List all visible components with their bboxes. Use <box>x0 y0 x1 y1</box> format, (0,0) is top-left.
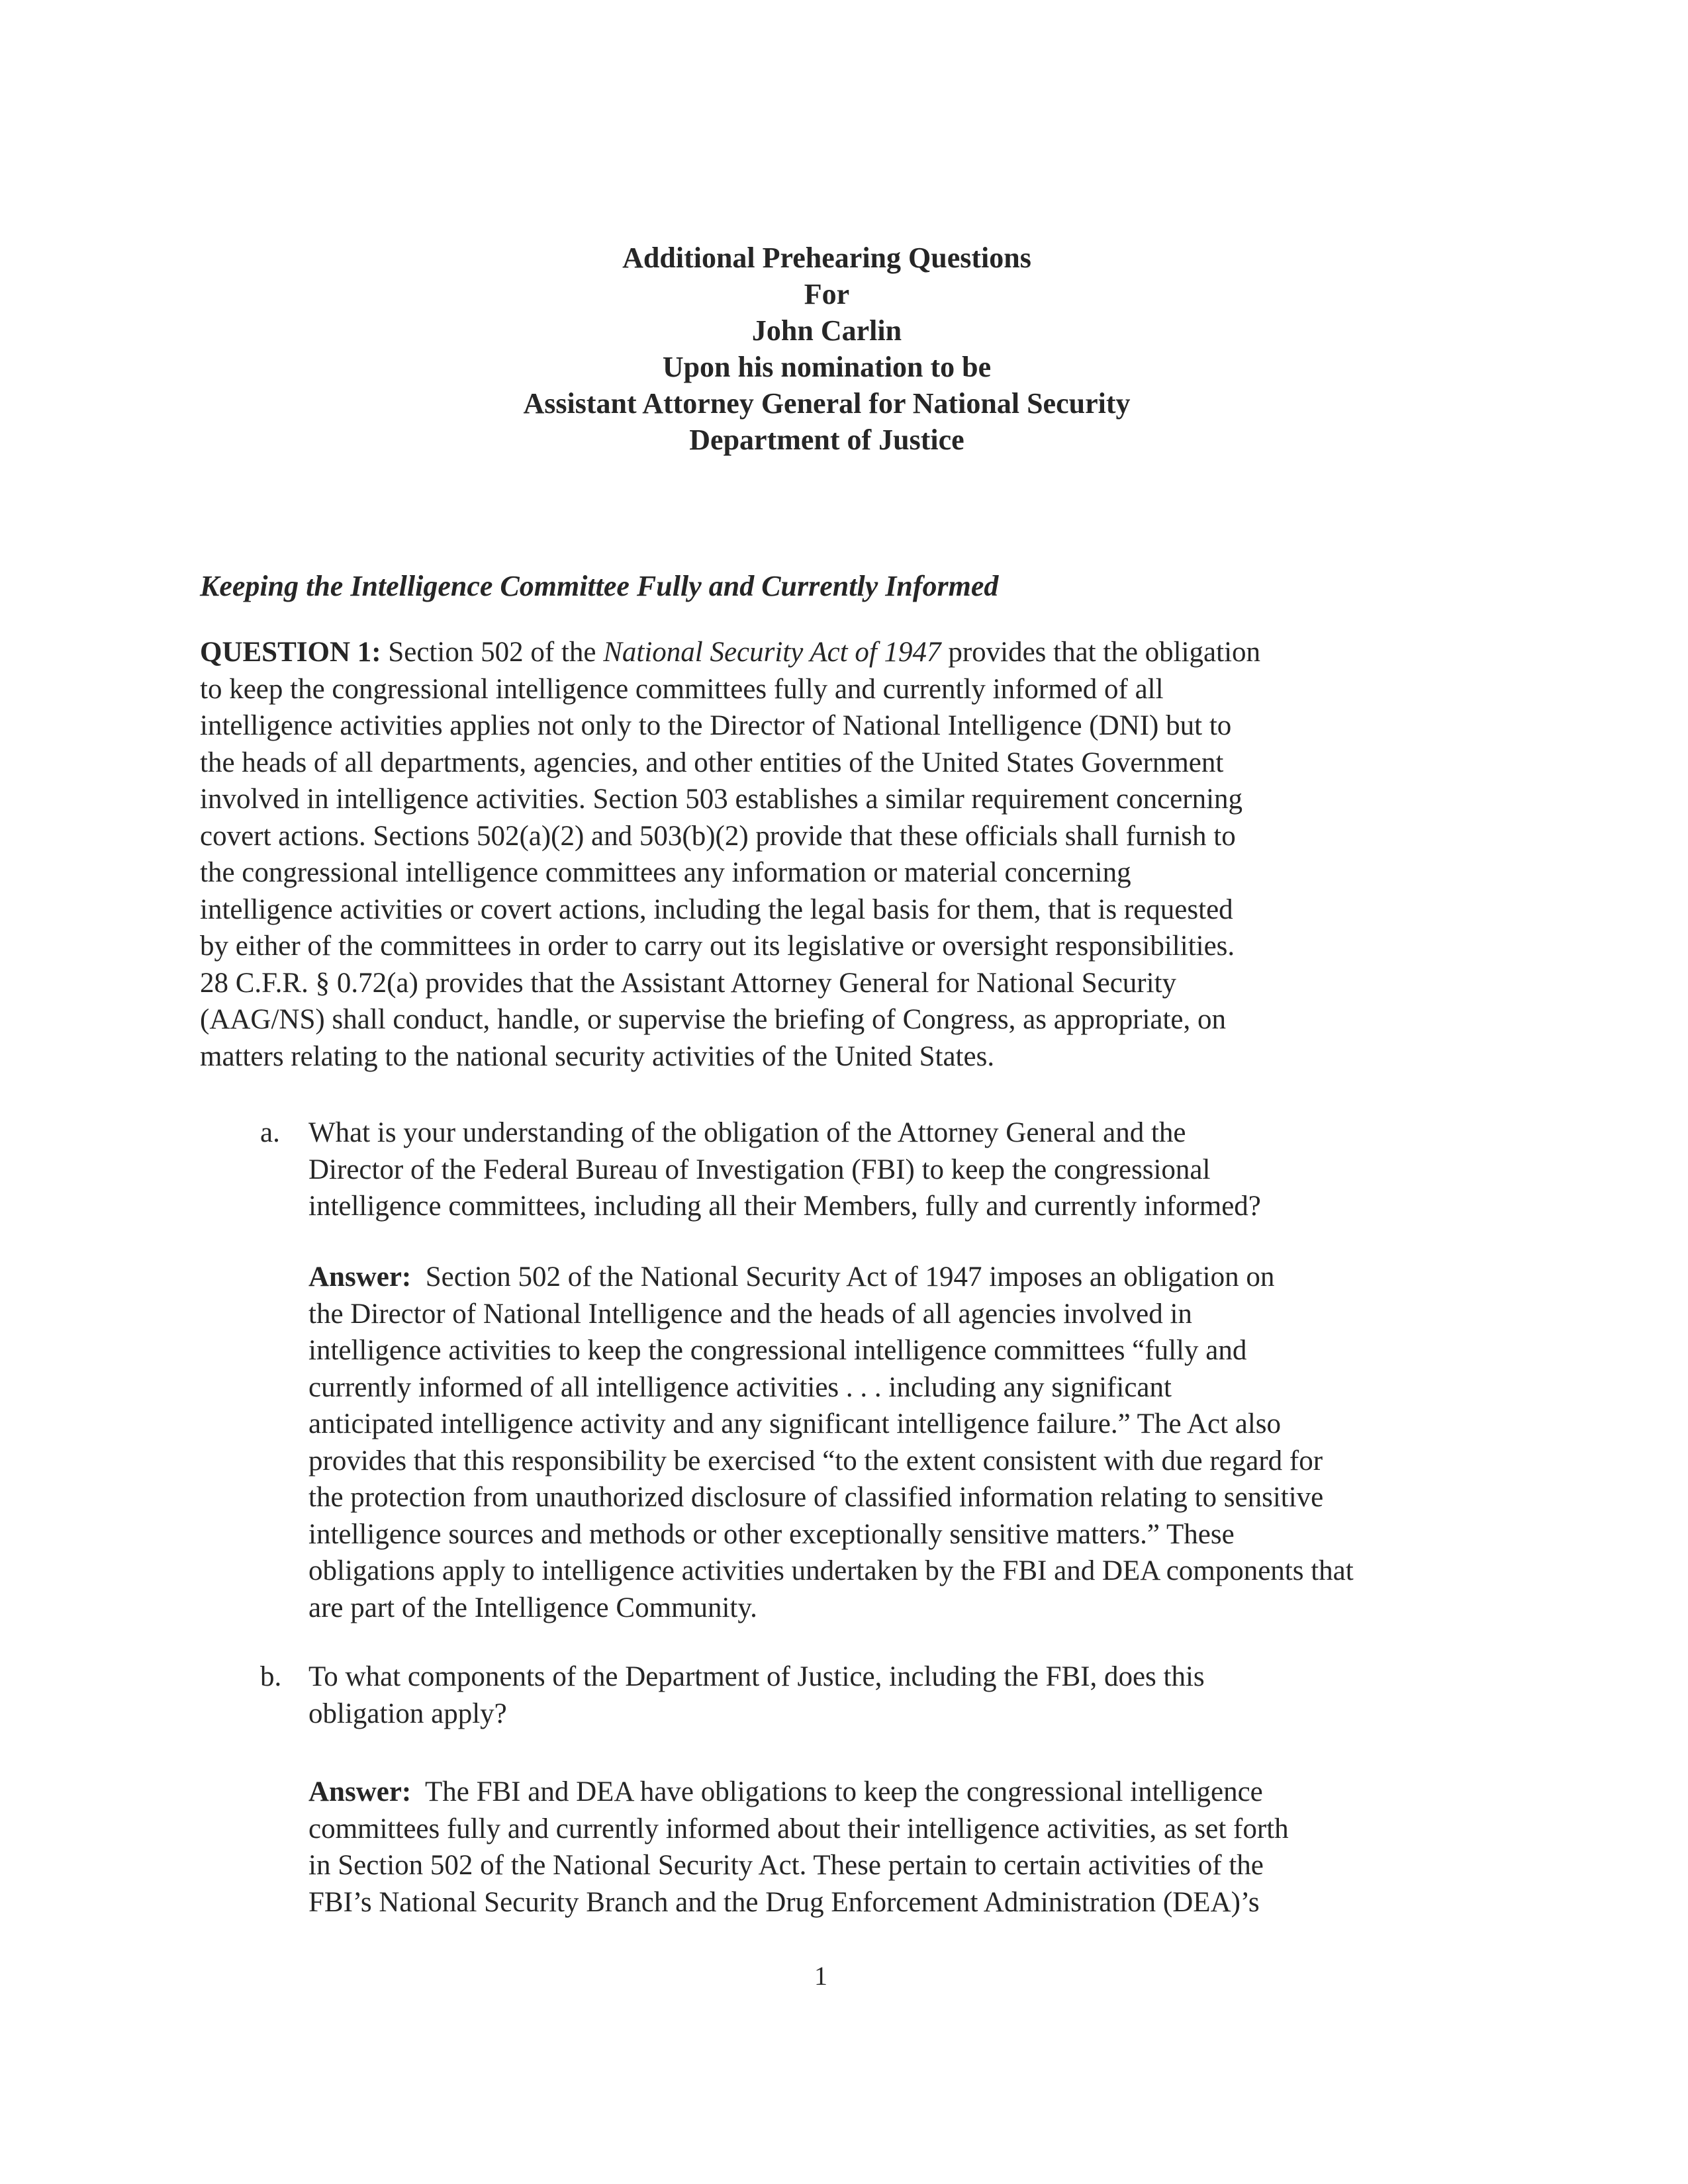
question-1-line: (AAG/NS) shall conduct, handle, or supervise the briefing of Congress, as appropriate, on <box>200 1004 1227 1035</box>
answer-label: Answer: <box>308 1261 412 1293</box>
title-line: Additional Prehearing Questions <box>622 242 1031 274</box>
question-1-line: involved in intelligence activities. Section 503 establishes a similar requirement concerning <box>200 784 1243 815</box>
title-line: John Carlin <box>751 314 902 347</box>
answer-line: obligations apply to intelligence activities undertaken by the FBI and DEA components that <box>308 1555 1354 1586</box>
item-b-line: To what components of the Department of Justice, including the FBI, does this <box>308 1661 1205 1692</box>
answer-line: the protection from unauthorized disclosure of classified information relating to sensitive <box>308 1482 1324 1513</box>
title-line: Department of Justice <box>689 424 964 456</box>
item-b-line: obligation apply? <box>308 1698 507 1729</box>
question-1-line: by either of the committees in order to carry out its legislative or oversight responsibilities. <box>200 931 1235 962</box>
document-title <box>0 240 1688 458</box>
question-text: provides that the obligation <box>941 637 1261 668</box>
item-a-answer <box>308 1259 1354 1626</box>
answer-line: currently informed of all intelligence activities . . . including any significant <box>308 1371 1172 1403</box>
answer-line: the Director of National Intelligence and the heads of all agencies involved in <box>308 1298 1192 1330</box>
answer-text: Section 502 of the National Security Act of 1947 imposes an obligation on <box>411 1261 1275 1293</box>
title-line: Assistant Attorney General for National Security <box>523 387 1131 420</box>
item-b-answer <box>308 1774 1289 1921</box>
question-1-line: matters relating to the national security activities of the United States. <box>200 1040 995 1072</box>
item-b-question <box>308 1659 1205 1732</box>
item-b-marker: b. <box>260 1661 282 1692</box>
answer-line: intelligence activities to keep the congressional intelligence committees “fully and <box>308 1335 1247 1366</box>
question-1-line: covert actions. Sections 502(a)(2) and 503(b)(2) provide that these officials shall furnish to <box>200 820 1236 852</box>
answer-line: provides that this responsibility be exercised “to the extent consistent with due regard for <box>308 1445 1323 1477</box>
answer-line: anticipated intelligence activity and any significant intelligence failure.” The Act also <box>308 1408 1282 1439</box>
page-number: 1 <box>814 1961 827 1991</box>
question-1-line: to keep the congressional intelligence committees fully and currently informed of all <box>200 673 1164 705</box>
item-a-question <box>308 1115 1261 1225</box>
answer-line: in Section 502 of the National Security Act. These pertain to certain activities of the <box>308 1850 1264 1881</box>
question-label: QUESTION 1: <box>200 637 381 668</box>
item-a-marker: a. <box>260 1117 280 1148</box>
answer-line <box>308 1259 1354 1296</box>
question-1-line: intelligence activities applies not only to the Director of National Intelligence (DNI) but to <box>200 710 1232 741</box>
section-heading: Keeping the Intelligence Committee Fully and Currently Informed <box>200 570 999 602</box>
title-line: Upon his nomination to be <box>662 351 992 383</box>
item-a-line: intelligence committees, including all their Members, fully and currently informed? <box>308 1191 1261 1222</box>
question-1-line: 28 C.F.R. § 0.72(a) provides that the Assistant Attorney General for National Security <box>200 967 1177 999</box>
answer-line: are part of the Intelligence Community. <box>308 1592 757 1623</box>
answer-line: FBI’s National Security Branch and the Drug Enforcement Administration (DEA)’s <box>308 1886 1260 1918</box>
answer-line: committees fully and currently informed about their intelligence activities, as set forth <box>308 1813 1289 1844</box>
question-1-line: the heads of all departments, agencies, and other entities of the United States Government <box>200 747 1224 778</box>
answer-line <box>308 1774 1289 1811</box>
question-1-line: the congressional intelligence committees any information or material concerning <box>200 857 1131 888</box>
item-a-line: Director of the Federal Bureau of Investigation (FBI) to keep the congressional <box>308 1154 1211 1185</box>
answer-text: The FBI and DEA have obligations to keep the congressional intelligence <box>411 1776 1263 1807</box>
answer-label: Answer: <box>308 1776 412 1807</box>
question-1-line: intelligence activities or covert actions, including the legal basis for them, that is requested <box>200 893 1233 925</box>
question-1 <box>200 634 1260 1075</box>
title-line: For <box>804 278 850 310</box>
question-1-line <box>200 634 1260 671</box>
answer-line: intelligence sources and methods or other exceptionally sensitive matters.” These <box>308 1518 1235 1550</box>
question-text: Section 502 of the <box>381 637 604 668</box>
act-title: National Security Act of 1947 <box>603 637 941 668</box>
item-a-line: What is your understanding of the obligation of the Attorney General and the <box>308 1117 1186 1148</box>
